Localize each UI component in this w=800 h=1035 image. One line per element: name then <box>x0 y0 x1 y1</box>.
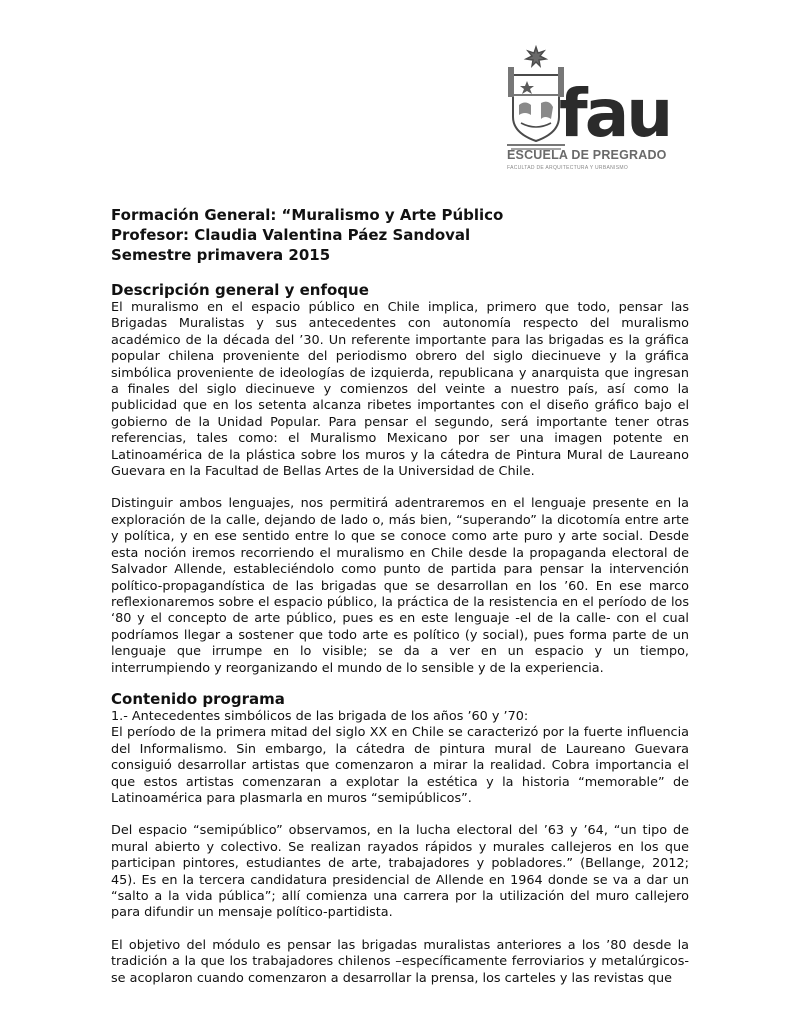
chile-coat-of-arms-icon <box>505 45 567 165</box>
paragraph: El muralismo en el espacio público en Chile implica, primero que todo, pensar las Brigadas Muralistas y sus antecedentes con autonomía respecto del muralismo académico de la década del ’30. Un referente importante para las brigadas es la gráfica popular chilena proveniente del periodismo obrero del siglo diecinueve y la gráfica simbólica proveniente de ideologías de izquierda, republicana y anarquista que ingresan a finales del siglo diecinueve y comienzos del veinte a nuestro país, así como la publicidad que en los setenta alcanza ribetes importantes con el diseño gráfico bajo el gobierno de la Unidad Popular. Para pensar el segundo, será importante tener otras referencias, tales como: el Muralismo Mexicano por ser una imagen potente en Latinoamérica de la plástica sobre los muros y la cátedra de Pintura Mural de Laureano Guevara en la Facultad de Bellas Artes de la Universidad de Chile. <box>111 300 689 480</box>
school-name: ESCUELA DE PREGRADO <box>507 148 667 162</box>
paragraph: El objetivo del módulo es pensar las brigadas muralistas anteriores a los ’80 desde la tradición a la que los trabajadores chilenos –específicamente ferroviarios y metalúrgicos- se acoplaron cuando comenzaron a desarrollar la prensa, los carteles y las revistas que <box>111 937 689 986</box>
semester-line: Semestre primavera 2015 <box>111 246 331 264</box>
section-title-description: Descripción general y enfoque <box>111 281 369 299</box>
fau-logo <box>505 45 680 185</box>
professor-line: Profesor: Claudia Valentina Páez Sandoval <box>111 226 471 244</box>
list-item: 1.- Antecedentes simbólicos de las brigada de los años ’60 y ’70: <box>111 708 529 724</box>
brand-wordmark: fau <box>559 75 671 152</box>
document-body <box>111 205 689 987</box>
paragraph: Del espacio “semipúblico” observamos, en la lucha electoral del ’63 y ’64, “un tipo de mural abierto y colectivo. Se realizan rayados rápidos y murales callejeros en los que participan pintores, estudiantes de arte, trabajadores y pobladores.” (Bellange, 2012; 45). Es en la tercera candidatura presidencial de Allende en 1964 donde se va a dar un “salto a la vida pública”; allí comienza una carrera por la utilización del muro callejero para difundir un mensaje político-partidista. <box>111 823 689 921</box>
section-title-content: Contenido programa <box>111 689 285 708</box>
paragraph: Distinguir ambos lenguajes, nos permitirá adentraremos en el lenguaje presente en la exploración de la calle, dejando de lado o, más bien, “superando” la dicotomía entre arte y política, y en ese sentido entre lo que se conoce como arte puro y arte social. Desde esta noción iremos recorriendo el muralismo en Chile desde la propaganda electoral de Salvador Allende, estableciéndolo como punto de partida para pensar la intervención político-propagandística de las brigadas que se desarrollan en los ’60. En ese marco reflexionaremos sobre el espacio público, la práctica de la resistencia en el período de los ‘80 y el concepto de arte público, pues es en este lenguaje -el de la calle- con el cual podríamos llegar a sostener que todo arte es político (y social), pues forma parte de un lenguaje que irrumpe en lo visible; se da a ver en un espacio y un tiempo, interrumpiendo y reorganizando el mundo de lo sensible y de la experiencia. <box>111 496 689 676</box>
course-title: Formación General: “Muralismo y Arte Público <box>111 206 504 224</box>
paragraph: El período de la primera mitad del siglo XX en Chile se caracterizó por la fuerte influencia del Informalismo. Sin embargo, la cátedra de pintura mural de Laureano Guevara consiguió desarrollar artistas que comenzaron a mirar la realidad. Cobra importancia el que estos artistas comenzaran a explotar la estética y la historia “memorable” de Latinoamérica para plasmarla en muros “semipúblicos”. <box>111 725 689 806</box>
faculty-name: FACULTAD DE ARQUITECTURA Y URBANISMO <box>507 165 629 171</box>
